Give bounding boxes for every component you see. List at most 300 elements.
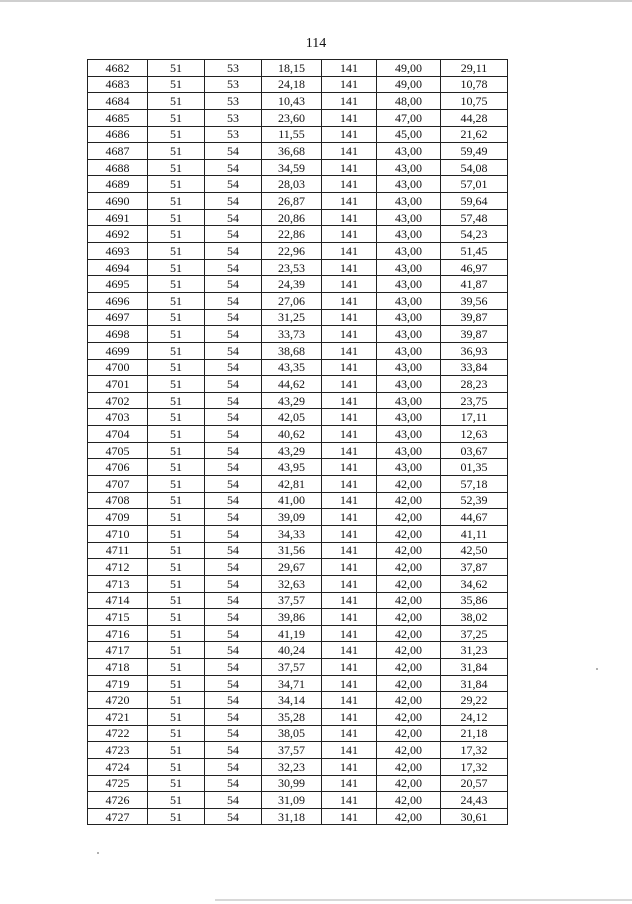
col-7-cell: 01,35 <box>441 459 508 476</box>
col-5-cell: 141 <box>322 292 377 309</box>
col-3-cell: 54 <box>205 326 262 343</box>
col-4-cell: 35,28 <box>262 708 322 725</box>
row-id-cell: 4707 <box>88 476 148 493</box>
col-2-cell: 51 <box>148 708 205 725</box>
col-4-cell: 41,00 <box>262 492 322 509</box>
col-5-cell: 141 <box>322 226 377 243</box>
col-4-cell: 32,63 <box>262 575 322 592</box>
col-4-cell: 39,86 <box>262 609 322 626</box>
col-7-cell: 17,11 <box>441 409 508 426</box>
row-id-cell: 4724 <box>88 758 148 775</box>
col-4-cell: 31,09 <box>262 792 322 809</box>
col-7-cell: 39,87 <box>441 309 508 326</box>
col-2-cell: 51 <box>148 625 205 642</box>
col-5-cell: 141 <box>322 309 377 326</box>
table-row <box>88 509 508 526</box>
col-6-cell: 43,00 <box>377 376 441 393</box>
col-6-cell: 43,00 <box>377 426 441 443</box>
col-4-cell: 34,71 <box>262 675 322 692</box>
col-6-cell: 42,00 <box>377 659 441 676</box>
col-4-cell: 34,59 <box>262 159 322 176</box>
scan-speck <box>596 668 598 670</box>
col-7-cell: 10,78 <box>441 76 508 93</box>
col-3-cell: 54 <box>205 143 262 160</box>
col-3-cell: 54 <box>205 659 262 676</box>
table-row <box>88 625 508 642</box>
col-6-cell: 43,00 <box>377 342 441 359</box>
row-id-cell: 4725 <box>88 775 148 792</box>
col-6-cell: 49,00 <box>377 60 441 77</box>
row-id-cell: 4718 <box>88 659 148 676</box>
table-row <box>88 476 508 493</box>
col-5-cell: 141 <box>322 276 377 293</box>
col-3-cell: 54 <box>205 559 262 576</box>
col-6-cell: 42,00 <box>377 692 441 709</box>
col-6-cell: 43,00 <box>377 359 441 376</box>
col-2-cell: 51 <box>148 376 205 393</box>
row-id-cell: 4727 <box>88 808 148 825</box>
col-4-cell: 22,96 <box>262 243 322 260</box>
table-row <box>88 209 508 226</box>
col-4-cell: 39,09 <box>262 509 322 526</box>
col-2-cell: 51 <box>148 476 205 493</box>
table-row <box>88 243 508 260</box>
col-6-cell: 42,00 <box>377 476 441 493</box>
col-7-cell: 37,87 <box>441 559 508 576</box>
col-5-cell: 141 <box>322 542 377 559</box>
col-2-cell: 51 <box>148 176 205 193</box>
bottom-rule <box>215 899 632 901</box>
col-3-cell: 54 <box>205 808 262 825</box>
row-id-cell: 4711 <box>88 542 148 559</box>
row-id-cell: 4696 <box>88 292 148 309</box>
col-3-cell: 54 <box>205 675 262 692</box>
col-3-cell: 53 <box>205 60 262 77</box>
col-4-cell: 11,55 <box>262 126 322 143</box>
page-number: 114 <box>305 36 327 51</box>
col-5-cell: 141 <box>322 209 377 226</box>
col-6-cell: 42,00 <box>377 725 441 742</box>
col-7-cell: 31,84 <box>441 675 508 692</box>
col-2-cell: 51 <box>148 292 205 309</box>
table-row <box>88 143 508 160</box>
table-row <box>88 226 508 243</box>
col-7-cell: 10,75 <box>441 93 508 110</box>
col-6-cell: 43,00 <box>377 326 441 343</box>
col-4-cell: 37,57 <box>262 742 322 759</box>
col-7-cell: 24,12 <box>441 708 508 725</box>
col-3-cell: 54 <box>205 243 262 260</box>
col-4-cell: 33,73 <box>262 326 322 343</box>
col-6-cell: 47,00 <box>377 109 441 126</box>
col-5-cell: 141 <box>322 392 377 409</box>
table-row <box>88 159 508 176</box>
table-row <box>88 775 508 792</box>
col-7-cell: 20,57 <box>441 775 508 792</box>
col-7-cell: 21,18 <box>441 725 508 742</box>
col-4-cell: 27,06 <box>262 292 322 309</box>
col-5-cell: 141 <box>322 659 377 676</box>
col-4-cell: 44,62 <box>262 376 322 393</box>
col-3-cell: 54 <box>205 575 262 592</box>
col-7-cell: 12,63 <box>441 426 508 443</box>
col-3-cell: 54 <box>205 193 262 210</box>
col-4-cell: 30,99 <box>262 775 322 792</box>
col-3-cell: 54 <box>205 509 262 526</box>
data-table <box>87 59 508 825</box>
col-5-cell: 141 <box>322 492 377 509</box>
table-row <box>88 376 508 393</box>
col-2-cell: 51 <box>148 426 205 443</box>
col-7-cell: 28,23 <box>441 376 508 393</box>
col-3-cell: 54 <box>205 426 262 443</box>
col-4-cell: 29,67 <box>262 559 322 576</box>
col-5-cell: 141 <box>322 525 377 542</box>
row-id-cell: 4699 <box>88 342 148 359</box>
col-2-cell: 51 <box>148 359 205 376</box>
col-5-cell: 141 <box>322 758 377 775</box>
col-2-cell: 51 <box>148 575 205 592</box>
col-5-cell: 141 <box>322 476 377 493</box>
row-id-cell: 4706 <box>88 459 148 476</box>
col-2-cell: 51 <box>148 725 205 742</box>
col-7-cell: 17,32 <box>441 742 508 759</box>
col-4-cell: 31,56 <box>262 542 322 559</box>
col-2-cell: 51 <box>148 259 205 276</box>
col-6-cell: 42,00 <box>377 575 441 592</box>
col-2-cell: 51 <box>148 509 205 526</box>
col-5-cell: 141 <box>322 76 377 93</box>
col-3-cell: 54 <box>205 758 262 775</box>
col-2-cell: 51 <box>148 143 205 160</box>
table-row <box>88 808 508 825</box>
col-6-cell: 43,00 <box>377 292 441 309</box>
col-3-cell: 54 <box>205 309 262 326</box>
table-row <box>88 342 508 359</box>
col-2-cell: 51 <box>148 326 205 343</box>
table-row <box>88 259 508 276</box>
col-4-cell: 32,23 <box>262 758 322 775</box>
col-7-cell: 35,86 <box>441 592 508 609</box>
col-4-cell: 42,81 <box>262 476 322 493</box>
col-2-cell: 51 <box>148 109 205 126</box>
col-7-cell: 41,87 <box>441 276 508 293</box>
col-3-cell: 54 <box>205 409 262 426</box>
col-7-cell: 37,25 <box>441 625 508 642</box>
col-5-cell: 141 <box>322 592 377 609</box>
col-3-cell: 54 <box>205 708 262 725</box>
row-id-cell: 4698 <box>88 326 148 343</box>
col-3-cell: 53 <box>205 109 262 126</box>
col-3-cell: 54 <box>205 742 262 759</box>
col-5-cell: 141 <box>322 742 377 759</box>
col-3-cell: 54 <box>205 359 262 376</box>
col-5-cell: 141 <box>322 326 377 343</box>
table-row <box>88 76 508 93</box>
col-3-cell: 54 <box>205 625 262 642</box>
col-7-cell: 59,49 <box>441 143 508 160</box>
col-4-cell: 23,60 <box>262 109 322 126</box>
table-row <box>88 609 508 626</box>
col-7-cell: 54,23 <box>441 226 508 243</box>
col-4-cell: 43,95 <box>262 459 322 476</box>
col-6-cell: 42,00 <box>377 792 441 809</box>
col-7-cell: 54,08 <box>441 159 508 176</box>
col-4-cell: 38,68 <box>262 342 322 359</box>
table-row <box>88 109 508 126</box>
col-5-cell: 141 <box>322 60 377 77</box>
col-4-cell: 24,18 <box>262 76 322 93</box>
col-3-cell: 54 <box>205 226 262 243</box>
col-2-cell: 51 <box>148 525 205 542</box>
col-7-cell: 03,67 <box>441 442 508 459</box>
col-4-cell: 43,35 <box>262 359 322 376</box>
table-row <box>88 426 508 443</box>
col-3-cell: 54 <box>205 592 262 609</box>
row-id-cell: 4691 <box>88 209 148 226</box>
col-4-cell: 34,33 <box>262 525 322 542</box>
row-id-cell: 4694 <box>88 259 148 276</box>
col-5-cell: 141 <box>322 708 377 725</box>
table-row <box>88 309 508 326</box>
row-id-cell: 4723 <box>88 742 148 759</box>
col-4-cell: 40,24 <box>262 642 322 659</box>
col-2-cell: 51 <box>148 243 205 260</box>
col-6-cell: 43,00 <box>377 143 441 160</box>
table-row <box>88 442 508 459</box>
col-6-cell: 48,00 <box>377 93 441 110</box>
col-6-cell: 43,00 <box>377 392 441 409</box>
col-5-cell: 141 <box>322 792 377 809</box>
row-id-cell: 4713 <box>88 575 148 592</box>
table-row <box>88 326 508 343</box>
row-id-cell: 4685 <box>88 109 148 126</box>
col-2-cell: 51 <box>148 409 205 426</box>
col-3-cell: 54 <box>205 775 262 792</box>
col-5-cell: 141 <box>322 509 377 526</box>
table-row <box>88 675 508 692</box>
col-2-cell: 51 <box>148 459 205 476</box>
col-5-cell: 141 <box>322 193 377 210</box>
col-7-cell: 23,75 <box>441 392 508 409</box>
col-3-cell: 54 <box>205 176 262 193</box>
table-row <box>88 742 508 759</box>
table-row <box>88 725 508 742</box>
col-5-cell: 141 <box>322 609 377 626</box>
col-6-cell: 42,00 <box>377 609 441 626</box>
row-id-cell: 4716 <box>88 625 148 642</box>
table-row <box>88 758 508 775</box>
col-3-cell: 54 <box>205 292 262 309</box>
col-7-cell: 29,11 <box>441 60 508 77</box>
col-7-cell: 31,23 <box>441 642 508 659</box>
col-3-cell: 54 <box>205 642 262 659</box>
table-row <box>88 193 508 210</box>
col-2-cell: 51 <box>148 159 205 176</box>
col-2-cell: 51 <box>148 675 205 692</box>
row-id-cell: 4695 <box>88 276 148 293</box>
row-id-cell: 4710 <box>88 525 148 542</box>
col-4-cell: 36,68 <box>262 143 322 160</box>
col-6-cell: 43,00 <box>377 276 441 293</box>
col-4-cell: 38,05 <box>262 725 322 742</box>
row-id-cell: 4705 <box>88 442 148 459</box>
col-4-cell: 28,03 <box>262 176 322 193</box>
col-6-cell: 43,00 <box>377 226 441 243</box>
col-7-cell: 57,48 <box>441 209 508 226</box>
table-row <box>88 176 508 193</box>
row-id-cell: 4712 <box>88 559 148 576</box>
col-5-cell: 141 <box>322 675 377 692</box>
col-3-cell: 53 <box>205 76 262 93</box>
table-row <box>88 525 508 542</box>
col-3-cell: 54 <box>205 609 262 626</box>
col-5-cell: 141 <box>322 376 377 393</box>
col-2-cell: 51 <box>148 60 205 77</box>
row-id-cell: 4719 <box>88 675 148 692</box>
row-id-cell: 4701 <box>88 376 148 393</box>
col-7-cell: 42,50 <box>441 542 508 559</box>
col-6-cell: 42,00 <box>377 808 441 825</box>
col-5-cell: 141 <box>322 692 377 709</box>
col-5-cell: 141 <box>322 409 377 426</box>
table-row <box>88 542 508 559</box>
col-4-cell: 22,86 <box>262 226 322 243</box>
col-3-cell: 53 <box>205 126 262 143</box>
table-row <box>88 60 508 77</box>
col-5-cell: 141 <box>322 93 377 110</box>
row-id-cell: 4721 <box>88 708 148 725</box>
col-6-cell: 45,00 <box>377 126 441 143</box>
row-id-cell: 4697 <box>88 309 148 326</box>
col-2-cell: 51 <box>148 609 205 626</box>
col-7-cell: 44,28 <box>441 109 508 126</box>
col-7-cell: 31,84 <box>441 659 508 676</box>
col-2-cell: 51 <box>148 758 205 775</box>
col-7-cell: 24,43 <box>441 792 508 809</box>
col-6-cell: 43,00 <box>377 176 441 193</box>
col-6-cell: 42,00 <box>377 542 441 559</box>
table-row <box>88 592 508 609</box>
col-6-cell: 43,00 <box>377 309 441 326</box>
col-6-cell: 43,00 <box>377 209 441 226</box>
table-row <box>88 792 508 809</box>
col-2-cell: 51 <box>148 76 205 93</box>
col-4-cell: 42,05 <box>262 409 322 426</box>
col-6-cell: 43,00 <box>377 259 441 276</box>
col-6-cell: 42,00 <box>377 559 441 576</box>
col-6-cell: 42,00 <box>377 525 441 542</box>
col-2-cell: 51 <box>148 442 205 459</box>
col-6-cell: 43,00 <box>377 459 441 476</box>
col-6-cell: 43,00 <box>377 159 441 176</box>
table-row <box>88 708 508 725</box>
col-6-cell: 42,00 <box>377 775 441 792</box>
col-6-cell: 42,00 <box>377 642 441 659</box>
col-3-cell: 54 <box>205 525 262 542</box>
col-3-cell: 53 <box>205 93 262 110</box>
col-3-cell: 54 <box>205 442 262 459</box>
table-row <box>88 492 508 509</box>
col-5-cell: 141 <box>322 243 377 260</box>
col-6-cell: 42,00 <box>377 758 441 775</box>
col-2-cell: 51 <box>148 542 205 559</box>
col-2-cell: 51 <box>148 792 205 809</box>
row-id-cell: 4702 <box>88 392 148 409</box>
col-4-cell: 23,53 <box>262 259 322 276</box>
col-6-cell: 43,00 <box>377 193 441 210</box>
col-5-cell: 141 <box>322 725 377 742</box>
col-2-cell: 51 <box>148 342 205 359</box>
col-4-cell: 34,14 <box>262 692 322 709</box>
col-2-cell: 51 <box>148 309 205 326</box>
col-5-cell: 141 <box>322 808 377 825</box>
col-3-cell: 54 <box>205 725 262 742</box>
col-3-cell: 54 <box>205 159 262 176</box>
col-3-cell: 54 <box>205 276 262 293</box>
row-id-cell: 4684 <box>88 93 148 110</box>
col-3-cell: 54 <box>205 459 262 476</box>
col-5-cell: 141 <box>322 342 377 359</box>
col-5-cell: 141 <box>322 359 377 376</box>
row-id-cell: 4715 <box>88 609 148 626</box>
col-7-cell: 30,61 <box>441 808 508 825</box>
col-3-cell: 54 <box>205 259 262 276</box>
col-5-cell: 141 <box>322 143 377 160</box>
col-5-cell: 141 <box>322 259 377 276</box>
col-7-cell: 51,45 <box>441 243 508 260</box>
table-row <box>88 559 508 576</box>
row-id-cell: 4703 <box>88 409 148 426</box>
col-7-cell: 21,62 <box>441 126 508 143</box>
col-6-cell: 43,00 <box>377 243 441 260</box>
col-2-cell: 51 <box>148 276 205 293</box>
col-5-cell: 141 <box>322 442 377 459</box>
col-7-cell: 17,32 <box>441 758 508 775</box>
table-row <box>88 93 508 110</box>
col-3-cell: 54 <box>205 476 262 493</box>
col-2-cell: 51 <box>148 692 205 709</box>
col-3-cell: 54 <box>205 392 262 409</box>
col-2-cell: 51 <box>148 226 205 243</box>
row-id-cell: 4689 <box>88 176 148 193</box>
col-5-cell: 141 <box>322 559 377 576</box>
col-2-cell: 51 <box>148 392 205 409</box>
col-4-cell: 26,87 <box>262 193 322 210</box>
col-6-cell: 42,00 <box>377 675 441 692</box>
col-2-cell: 51 <box>148 659 205 676</box>
col-4-cell: 43,29 <box>262 442 322 459</box>
col-2-cell: 51 <box>148 492 205 509</box>
col-5-cell: 141 <box>322 642 377 659</box>
table-row <box>88 359 508 376</box>
col-5-cell: 141 <box>322 176 377 193</box>
col-3-cell: 54 <box>205 209 262 226</box>
row-id-cell: 4714 <box>88 592 148 609</box>
col-3-cell: 54 <box>205 492 262 509</box>
col-2-cell: 51 <box>148 592 205 609</box>
col-5-cell: 141 <box>322 159 377 176</box>
col-2-cell: 51 <box>148 559 205 576</box>
col-6-cell: 43,00 <box>377 409 441 426</box>
row-id-cell: 4687 <box>88 143 148 160</box>
row-id-cell: 4683 <box>88 76 148 93</box>
col-7-cell: 29,22 <box>441 692 508 709</box>
col-5-cell: 141 <box>322 459 377 476</box>
col-7-cell: 57,18 <box>441 476 508 493</box>
col-7-cell: 57,01 <box>441 176 508 193</box>
col-7-cell: 46,97 <box>441 259 508 276</box>
